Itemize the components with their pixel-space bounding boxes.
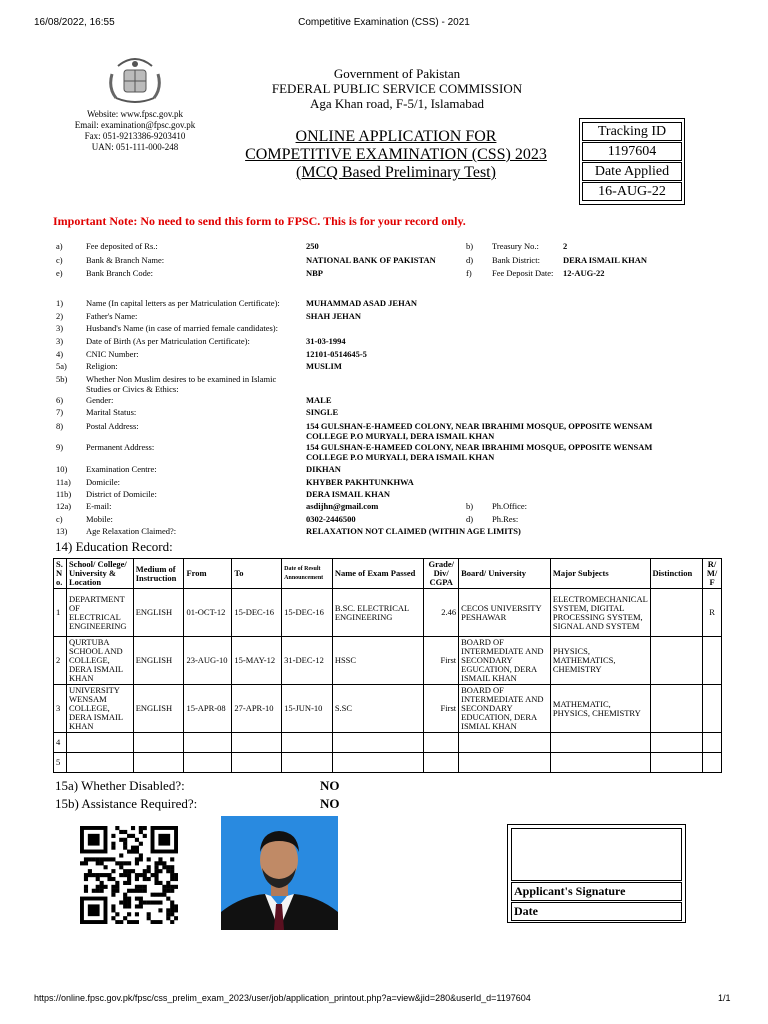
table-cell: 3	[54, 685, 67, 733]
personal-row-number: 6)	[56, 395, 64, 405]
tracking-id-value: 1197604	[582, 142, 682, 161]
personal-row-value: KHYBER PAKHTUNKHWA	[306, 477, 414, 487]
table-cell	[650, 637, 703, 685]
table-cell: UNIVERSITY WENSAM COLLEGE, DERA ISMAIL KHAN	[66, 685, 133, 733]
personal-row-number-2: b)	[466, 501, 474, 511]
title-line-1: ONLINE APPLICATION FOR	[295, 128, 497, 145]
fee-row-number-2: d)	[466, 255, 474, 265]
table-cell: 15-APR-08	[184, 685, 232, 733]
table-cell	[650, 733, 703, 753]
personal-row-number: 3)	[56, 323, 64, 333]
table-cell: 4	[54, 733, 67, 753]
personal-row-value: RELAXATION NOT CLAIMED (WITHIN AGE LIMITS)	[306, 526, 521, 536]
personal-row-label: Mobile:	[86, 514, 113, 524]
date-label: Date	[511, 902, 682, 921]
commission-address: Aga Khan road, F-5/1, Islamabad	[309, 96, 484, 111]
table-cell	[133, 733, 184, 753]
table-cell	[650, 753, 703, 773]
personal-row-value: asdijhn@gmail.com	[306, 501, 379, 511]
table-cell: ELECTROMECHANICAL SYSTEM, DIGITAL PROCESSING SYSTEM, SIGNAL AND SYSTEM	[550, 589, 650, 637]
table-cell: ENGLISH	[133, 685, 184, 733]
table-cell	[703, 733, 722, 753]
date-applied-label: Date Applied	[582, 162, 682, 181]
signature-label: Applicant's Signature	[511, 882, 682, 901]
title-line-3: (MCQ Based Preliminary Test)	[296, 164, 496, 181]
education-header-cell: R/ M/ F	[703, 559, 722, 589]
table-cell: BOARD OF INTERMEDIATE AND SECONDARY EGUCATION, DERA ISMAIL KHAN	[459, 637, 551, 685]
table-cell: CECOS UNIVERSITY PESHAWAR	[459, 589, 551, 637]
tracking-id-label: Tracking ID	[582, 122, 682, 141]
education-header-cell: Major Subjects	[550, 559, 650, 589]
personal-row-value: SINGLE	[306, 407, 339, 417]
print-page-count: 1/1	[718, 993, 731, 1003]
personal-row-number: 4)	[56, 349, 64, 359]
personal-row-number: 5a)	[56, 361, 67, 371]
fee-row-number-2: b)	[466, 241, 474, 251]
table-row	[54, 685, 722, 733]
form-title	[216, 128, 576, 182]
table-cell	[703, 685, 722, 733]
table-cell: First	[424, 637, 459, 685]
qr-code-icon	[80, 826, 178, 924]
table-cell: BOARD OF INTERMEDIATE AND SECONDARY EDUCATION, DERA ISMIAL KHAN	[459, 685, 551, 733]
table-cell: 27-APR-10	[232, 685, 282, 733]
fee-row-number: e)	[56, 268, 63, 278]
personal-row-value: 31-03-1994	[306, 336, 346, 346]
table-cell	[650, 589, 703, 637]
date-applied-value: 16-AUG-22	[582, 182, 682, 201]
fax: Fax: 051-9213386-9203410	[84, 131, 186, 141]
government-header	[247, 66, 547, 111]
table-cell	[332, 733, 424, 753]
personal-row-label: Father's Name:	[86, 311, 138, 321]
fee-row-number-2: f)	[466, 268, 472, 278]
print-datetime: 16/08/2022, 16:55	[34, 17, 115, 28]
personal-row-value: MUHAMMAD ASAD JEHAN	[306, 298, 417, 308]
table-cell	[703, 753, 722, 773]
personal-row-value: MUSLIM	[306, 361, 342, 371]
table-cell: ENGLISH	[133, 637, 184, 685]
fee-row-label-2: Bank District:	[492, 255, 540, 265]
table-cell: B.SC. ELECTRICAL ENGINEERING	[332, 589, 424, 637]
commission-name: FEDERAL PUBLIC SERVICE COMMISSION	[271, 81, 523, 96]
education-table	[53, 558, 722, 773]
personal-row-number-2: d)	[466, 514, 474, 524]
education-header-cell: S. N o.	[54, 559, 67, 589]
personal-row-value: 154 GULSHAN-E-HAMEED COLONY, NEAR IBRAHIMI MOSQUE, OPPOSITE WENSAM COLLEGE P.O MURYALI, DERA ISMAIL KHAN	[306, 442, 653, 462]
personal-row-number: 1)	[56, 298, 64, 308]
education-header-cell: Board/ University	[459, 559, 551, 589]
table-cell	[133, 753, 184, 773]
education-header-cell: From	[184, 559, 232, 589]
table-cell	[650, 685, 703, 733]
fee-row-number: a)	[56, 241, 63, 251]
table-row	[54, 637, 722, 685]
personal-row-label: Religion:	[86, 361, 118, 371]
table-cell: MATHEMATIC, PHYSICS, CHEMISTRY	[550, 685, 650, 733]
table-cell	[459, 733, 551, 753]
personal-row-label: Date of Birth (As per Matriculation Certificate):	[86, 336, 250, 346]
applicant-photo	[221, 816, 338, 930]
fee-row-value: NATIONAL BANK OF PAKISTAN	[306, 255, 436, 265]
education-body	[54, 589, 722, 773]
fee-row-value-2: 12-AUG-22	[563, 268, 605, 278]
table-cell	[66, 753, 133, 773]
assistance-label: 15b) Assistance Required?:	[55, 796, 198, 811]
fee-row-label-2: Treasury No.:	[492, 241, 539, 251]
education-header-cell: Distinction	[650, 559, 703, 589]
table-cell: QURTUBA SCHOOL AND COLLEGE, DERA ISMAIL KHAN	[66, 637, 133, 685]
table-cell	[332, 753, 424, 773]
table-cell: DEPARTMENT OF ELECTRICAL ENGINEERING	[66, 589, 133, 637]
table-cell: PHYSICS, MATHEMATICS, CHEMISTRY	[550, 637, 650, 685]
personal-row-number: 12a)	[56, 501, 72, 511]
table-row	[54, 589, 722, 637]
table-cell	[459, 753, 551, 773]
table-cell: 5	[54, 753, 67, 773]
table-row	[54, 753, 722, 773]
table-cell	[232, 733, 282, 753]
personal-row-value: SHAH JEHAN	[306, 311, 362, 321]
table-cell	[184, 753, 232, 773]
personal-row-label: Name (In capital letters as per Matriculation Certificate):	[86, 298, 280, 308]
personal-row-label: Whether Non Muslim desires to be examined in Islamic Studies or Civics & Ethics:	[86, 374, 277, 394]
table-cell: 01-OCT-12	[184, 589, 232, 637]
personal-row-label: Gender:	[86, 395, 114, 405]
education-header-cell: Medium of Instruction	[133, 559, 184, 589]
table-cell: R	[703, 589, 722, 637]
personal-row-number: 3)	[56, 336, 64, 346]
table-cell: S.SC	[332, 685, 424, 733]
contact-info	[60, 109, 210, 153]
personal-row-number: 11b)	[56, 489, 72, 499]
education-header-cell: To	[232, 559, 282, 589]
personal-row-number: 11a)	[56, 477, 71, 487]
personal-row-number: 9)	[56, 442, 64, 452]
personal-row-number: 2)	[56, 311, 64, 321]
personal-row-label: E-mail:	[86, 501, 112, 511]
table-cell	[184, 733, 232, 753]
table-cell: First	[424, 685, 459, 733]
personal-row-value: DIKHAN	[306, 464, 341, 474]
personal-row-label: Permanent Address:	[86, 442, 155, 452]
education-header-cell: School/ College/ University & Location	[66, 559, 133, 589]
fee-row-value-2: 2	[563, 241, 568, 251]
fee-row-value: NBP	[306, 268, 323, 278]
table-cell: 23-AUG-10	[184, 637, 232, 685]
education-header-cell: Date of Result Announcement	[282, 559, 333, 589]
website: Website: www.fpsc.gov.pk	[86, 109, 184, 119]
personal-row-value: MALE	[306, 395, 332, 405]
table-cell: 1	[54, 589, 67, 637]
table-cell	[232, 753, 282, 773]
table-cell: 15-JUN-10	[282, 685, 333, 733]
table-cell: 15-MAY-12	[232, 637, 282, 685]
personal-row-label: CNIC Number:	[86, 349, 139, 359]
personal-row-label: Husband's Name (in case of married female candidates):	[86, 323, 278, 333]
table-cell	[282, 753, 333, 773]
personal-row-label: Marital Status:	[86, 407, 137, 417]
education-header-cell: Grade/ Div/ CGPA	[424, 559, 459, 589]
email: Email: examination@fpsc.gov.pk	[74, 120, 196, 130]
table-row	[54, 733, 722, 753]
personal-row-label-2: Ph.Office:	[492, 501, 528, 511]
personal-row-label: Postal Address:	[86, 421, 139, 431]
personal-row-value: 0302-2446500	[306, 514, 356, 524]
pakistan-emblem-icon	[104, 56, 166, 106]
fee-row-label-2: Fee Deposit Date:	[492, 268, 554, 278]
fee-row-label: Fee deposited of Rs.:	[86, 241, 158, 251]
title-line-2: COMPETITIVE EXAMINATION (CSS) 2023	[245, 146, 547, 163]
fee-row-value-2: DERA ISMAIL KHAN	[563, 255, 648, 265]
personal-row-number: 5b)	[56, 374, 68, 384]
table-cell: 2.46	[424, 589, 459, 637]
print-url: https://online.fpsc.gov.pk/fpsc/css_prelim_exam_2023/user/job/application_printout.php?a=view&jid=280&userId_d=1197604	[34, 993, 531, 1003]
table-cell	[550, 733, 650, 753]
fee-row-label: Bank & Branch Name:	[86, 255, 165, 265]
fee-row-value: 250	[306, 241, 319, 251]
education-header-cell: Name of Exam Passed	[332, 559, 424, 589]
personal-row-number: 13)	[56, 526, 68, 536]
signature-box	[507, 824, 686, 923]
print-page-title: Competitive Examination (CSS) - 2021	[298, 17, 470, 28]
uan: UAN: 051-111-000-248	[91, 142, 179, 152]
signature-area	[511, 828, 682, 881]
personal-row-number: c)	[56, 514, 63, 524]
personal-row-value: 12101-0514645-5	[306, 349, 367, 359]
table-cell	[424, 733, 459, 753]
table-cell: 31-DEC-12	[282, 637, 333, 685]
table-cell: ENGLISH	[133, 589, 184, 637]
personal-row-value: 154 GULSHAN-E-HAMEED COLONY, NEAR IBRAHIMI MOSQUE, OPPOSITE WENSAM COLLEGE P.O MURYALI, DERA ISMAIL KHAN	[306, 421, 653, 441]
personal-row-label-2: Ph.Res:	[492, 514, 519, 524]
table-cell	[66, 733, 133, 753]
personal-row-label: District of Domicile:	[86, 489, 157, 499]
education-heading: 14) Education Record:	[55, 539, 173, 554]
table-cell: 15-DEC-16	[232, 589, 282, 637]
table-cell	[550, 753, 650, 773]
table-cell: 2	[54, 637, 67, 685]
personal-row-number: 8)	[56, 421, 64, 431]
table-cell: HSSC	[332, 637, 424, 685]
disabled-value: NO	[320, 778, 340, 793]
personal-row-number: 7)	[56, 407, 64, 417]
table-cell: 15-DEC-16	[282, 589, 333, 637]
education-header-row	[54, 559, 722, 589]
fee-row-number: c)	[56, 255, 63, 265]
important-note: Important Note: No need to send this form to FPSC. This is for your record only.	[53, 214, 466, 228]
table-cell	[282, 733, 333, 753]
personal-row-value: DERA ISMAIL KHAN	[306, 489, 391, 499]
table-cell	[424, 753, 459, 773]
personal-row-label: Examination Centre:	[86, 464, 157, 474]
personal-row-label: Domicile:	[86, 477, 120, 487]
disabled-label: 15a) Whether Disabled?:	[55, 778, 185, 793]
assistance-value: NO	[320, 796, 340, 811]
tracking-box	[579, 118, 685, 205]
gov-name: Government of Pakistan	[333, 66, 461, 81]
personal-row-label: Age Relaxation Claimed?:	[86, 526, 177, 536]
fee-row-label: Bank Branch Code:	[86, 268, 154, 278]
personal-row-number: 10)	[56, 464, 68, 474]
table-cell	[703, 637, 722, 685]
